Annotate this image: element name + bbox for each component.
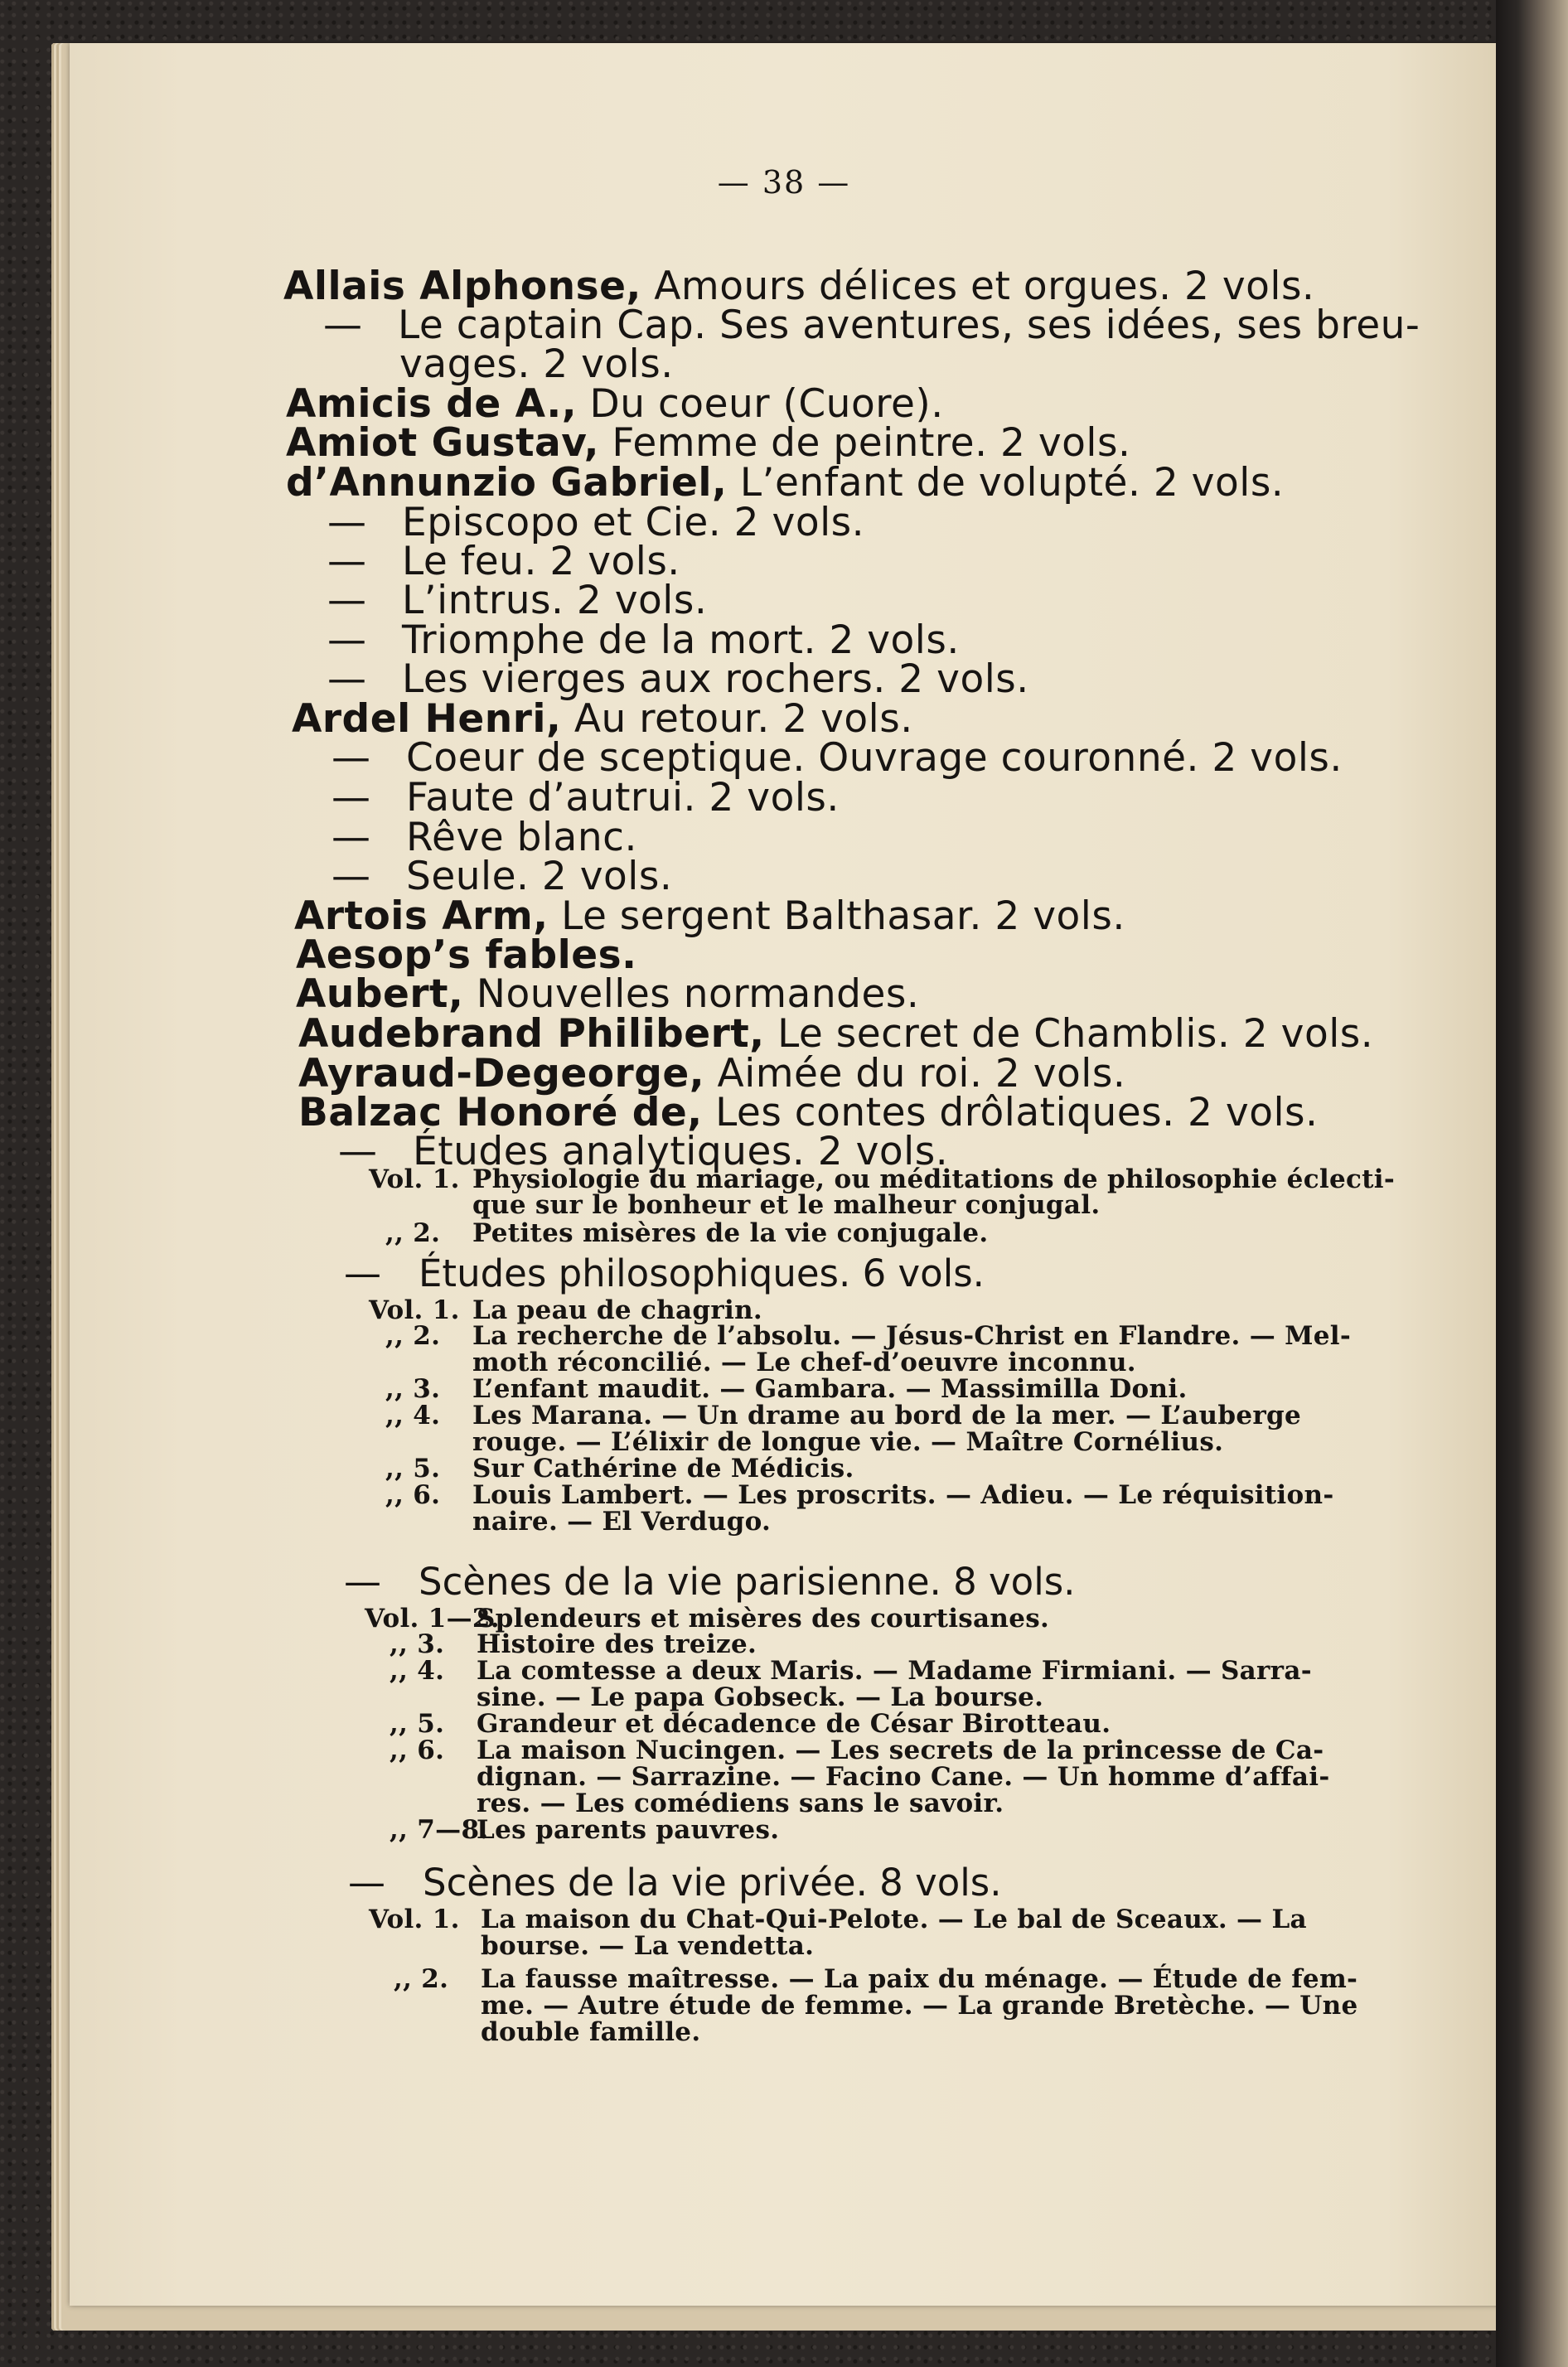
entry-line: Audebrand Philibert, Le secret de Chamblis. 2 vols. xyxy=(298,1011,1374,1057)
entry-line: Ayraud-Degeorge, Aimée du roi. 2 vols. xyxy=(298,1051,1126,1096)
volume-line: ,, 2. La recherche de l’absolu. — Jésus-Christ en Flandre. — Mel- xyxy=(385,1321,1352,1351)
entry-line: Artois Arm, Le sergent Balthasar. 2 vols. xyxy=(294,893,1125,939)
volume-line: bourse. — La vendetta. xyxy=(481,1931,815,1961)
volume-line: ,, 4. La comtesse a deux Maris. — Madame Firmiani. — Sarra- xyxy=(390,1656,1312,1686)
entry-line: — Seule. 2 vols. xyxy=(332,854,673,899)
volume-line: Vol. 1. Physiologie du mariage, ou méditations de philosophie éclecti- xyxy=(369,1164,1396,1194)
volume-line: rouge. — L’élixir de longue vie. — Maître Cornélius. xyxy=(472,1427,1224,1457)
section-heading: — Scènes de la vie parisienne. 8 vols. xyxy=(344,1560,1076,1604)
volume-line: Vol. 1. La maison du Chat-Qui-Pelote. — Le bal de Sceaux. — La xyxy=(369,1905,1307,1934)
volume-line: ,, 3. L’enfant maudit. — Gambara. — Massimilla Doni. xyxy=(385,1374,1188,1404)
entry-line: vages. 2 vols. xyxy=(399,341,674,387)
volume-line: naire. — El Verdugo. xyxy=(472,1507,772,1537)
volume-line: ,, 6. Louis Lambert. — Les proscrits. — Adieu. — Le réquisition- xyxy=(385,1480,1334,1510)
entry-line: Allais Alphonse, Amours délices et orgues. 2 vols. xyxy=(283,264,1315,309)
entry-line: — L’intrus. 2 vols. xyxy=(327,578,708,623)
entry-line: — Le feu. 2 vols. xyxy=(327,539,680,584)
entry-line: d’Annunzio Gabriel, L’enfant de volupté. 2 vols. xyxy=(286,460,1285,506)
volume-line: double famille. xyxy=(481,2017,701,2047)
volume-line: moth réconcilié. — Le chef-d’oeuvre inconnu. xyxy=(472,1348,1136,1377)
section-heading: — Scènes de la vie privée. 8 vols. xyxy=(348,1861,1002,1905)
volume-line: ,, 5. Sur Cathérine de Médicis. xyxy=(385,1454,854,1484)
volume-line: ,, 3. Histoire des treize. xyxy=(390,1629,757,1659)
section-heading: — Études philosophiques. 6 vols. xyxy=(344,1251,985,1295)
entry-line: — Episcopo et Cie. 2 vols. xyxy=(327,500,865,545)
volume-line: Vol. 1—2.Splendeurs et misères des courtisanes. xyxy=(365,1604,1050,1634)
volume-line: res. — Les comédiens sans le savoir. xyxy=(477,1789,1004,1818)
volume-line: que sur le bonheur et le malheur conjugal. xyxy=(472,1190,1101,1220)
entry-line: Amiot Gustav, Femme de peintre. 2 vols. xyxy=(286,420,1131,466)
entry-line: Balzac Honoré de, Les contes drôlatiques. 2 vols. xyxy=(298,1090,1319,1135)
volume-line: ,, 6. La maison Nucingen. — Les secrets de la princesse de Ca- xyxy=(390,1735,1324,1765)
volume-line: ,, 7—8.Les parents pauvres. xyxy=(390,1815,780,1845)
entry-line: Aubert, Nouvelles normandes. xyxy=(296,971,920,1017)
volume-line: Vol. 1. La peau de chagrin. xyxy=(369,1295,762,1325)
entry-line: — Études analytiques. 2 vols. xyxy=(338,1129,949,1174)
volume-line: ,, 4. Les Marana. — Un drame au bord de la mer. — L’auberge xyxy=(385,1401,1301,1430)
volume-line: sine. — Le papa Gobseck. — La bourse. xyxy=(477,1682,1044,1712)
volume-line: ,, 2. Petites misères de la vie conjugale. xyxy=(385,1218,989,1248)
entry-line: — Coeur de sceptique. Ouvrage couronné. 2 vols. xyxy=(332,735,1343,781)
entry-line: — Rêve blanc. xyxy=(332,815,637,860)
entry-line: Amicis de A., Du coeur (Cuore). xyxy=(286,381,944,427)
entry-line: Aesop’s fables. xyxy=(296,932,637,978)
entry-line: — Triomphe de la mort. 2 vols. xyxy=(327,617,960,663)
page-number: — 38 — xyxy=(717,164,851,201)
entry-line: — Le captain Cap. Ses aventures, ses idées, ses breu- xyxy=(323,303,1420,348)
volume-line: me. — Autre étude de femme. — La grande Bretèche. — Une xyxy=(481,1991,1358,2021)
entry-line: — Les vierges aux rochers. 2 vols. xyxy=(327,656,1029,702)
entry-line: Ardel Henri, Au retour. 2 vols. xyxy=(292,696,913,742)
entry-line: — Faute d’autrui. 2 vols. xyxy=(332,775,840,820)
volume-line: ,, 2. La fausse maîtresse. — La paix du ménage. — Étude de fem- xyxy=(394,1964,1358,1994)
volume-line: ,, 5. Grandeur et décadence de César Birotteau. xyxy=(390,1709,1111,1739)
volume-line: dignan. — Sarrazine. — Facino Cane. — Un homme d’affai- xyxy=(477,1762,1330,1792)
